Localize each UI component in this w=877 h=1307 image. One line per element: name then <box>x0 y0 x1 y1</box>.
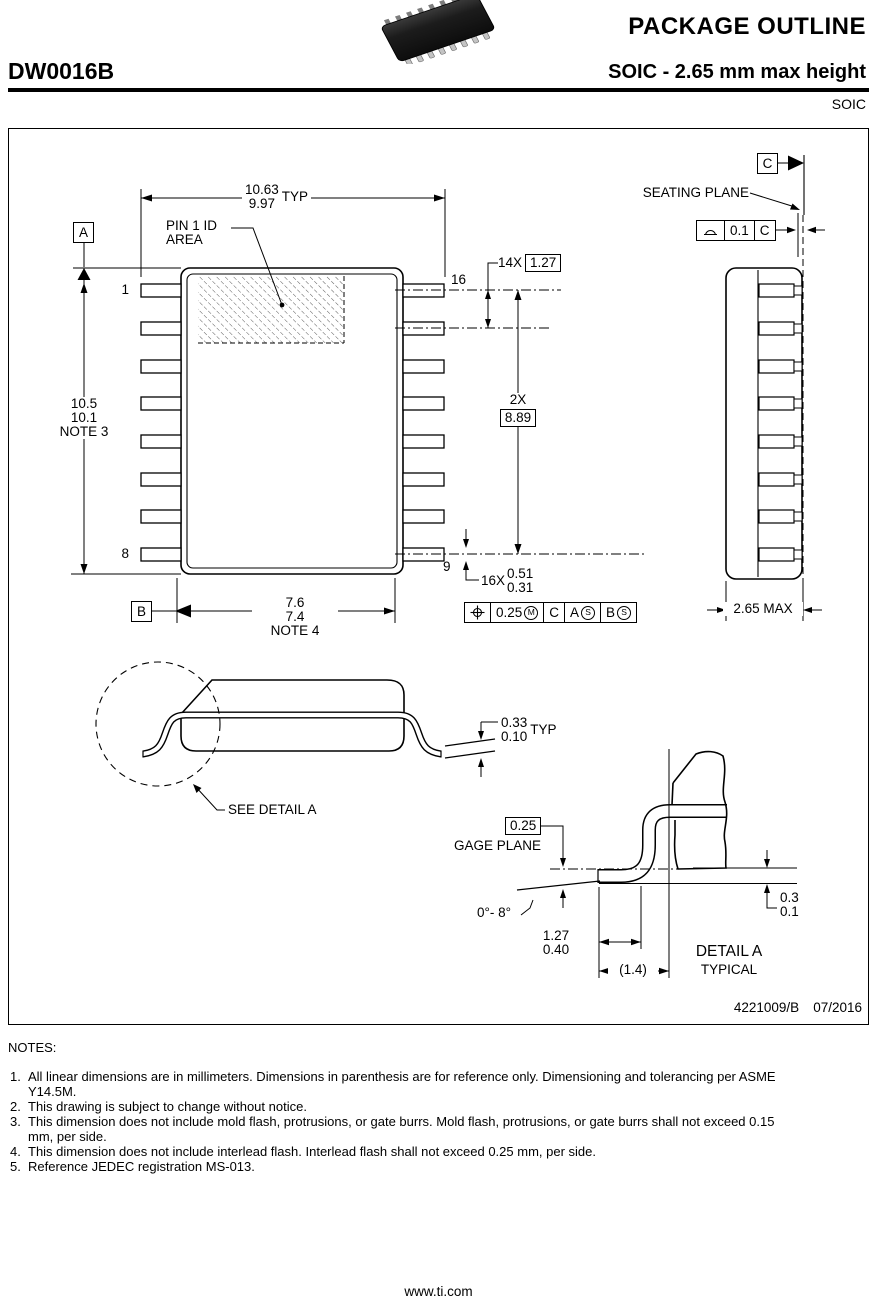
package-subtitle: SOIC - 2.65 mm max height <box>608 61 866 83</box>
dim-lead-span-max: 7.6 <box>285 595 305 610</box>
notes-list <box>10 1069 810 1174</box>
dim-lead-span <box>252 596 338 638</box>
dim-span-qty: 2X <box>509 392 527 407</box>
position-symbol-icon <box>470 605 485 620</box>
pin-number-16: 16 <box>451 272 467 287</box>
dim-length-note: NOTE 3 <box>59 424 109 439</box>
front-view <box>96 662 498 810</box>
pin-number-9: 9 <box>443 559 451 574</box>
dim-length-max: 10.5 <box>70 396 98 411</box>
note-item: 3. This dimension does not include mold flash, protrusions, or gate burrs. Mold flash, protrusions, or gate burrs shall not exceed 0.15 mm, per side. <box>10 1114 775 1144</box>
flatness-datum: C <box>759 223 770 238</box>
dim-foot-length-min: 0.40 <box>542 942 570 957</box>
dim-standoff-min: 0.1 <box>780 904 799 919</box>
dim-foot-min: 0.10 <box>501 729 528 744</box>
dim-reference: (1.4) <box>608 963 658 977</box>
dim-foot-max: 0.33 <box>501 715 528 730</box>
fcf-position <box>464 602 637 623</box>
detail-a-title: DETAIL A <box>695 943 763 960</box>
note-item: 1. All linear dimensions are in millimeters. Dimensions in parenthesis are for reference only. Dimensioning and tolerancing per ASME Y14.5M. <box>10 1069 776 1099</box>
dim-width-suffix: TYP <box>281 189 309 204</box>
dim-thickness-max: 2.65 MAX <box>723 602 803 616</box>
dim-lead-min: 0.31 <box>507 580 534 595</box>
pin-number-8: 8 <box>121 546 129 561</box>
note-item: 4. This dimension does not include interlead flash. Interlead flash shall not exceed 0.25 mm, per side. <box>10 1144 596 1159</box>
fcf-datum-1: C <box>544 603 565 622</box>
pin-number-1: 1 <box>121 282 129 297</box>
dim-foot-length-max: 1.27 <box>542 928 570 943</box>
mmc-modifier: M <box>524 606 538 620</box>
dim-foot-length <box>535 929 577 957</box>
dim-standoff-max: 0.3 <box>780 890 799 905</box>
dim-lead-width <box>481 567 533 595</box>
fcf-tolerance: 0.25 <box>496 605 523 620</box>
dim-body-width-typ <box>242 183 311 211</box>
datum-a-box: A <box>73 222 94 243</box>
note-item: 2. This drawing is subject to change without notice. <box>10 1099 307 1114</box>
see-detail-a-label: SEE DETAIL A <box>228 802 317 817</box>
datum-c-box: C <box>757 153 778 174</box>
dim-span-value: 8.89 <box>500 409 536 427</box>
dim-width-max: 10.63 <box>245 182 279 197</box>
dim-lead-span-min: 7.4 <box>285 609 305 624</box>
ti-website-link[interactable]: www.ti.com <box>404 1284 473 1299</box>
doc-number: 4221009/B <box>733 1000 800 1015</box>
dim-foot-suffix: TYP <box>530 722 557 737</box>
rfs-modifier-a: S <box>581 606 595 620</box>
header-rule <box>8 88 869 92</box>
flatness-symbol-icon <box>702 225 719 236</box>
gage-plane-value: 0.25 <box>505 817 541 835</box>
note-item: 5. Reference JEDEC registration MS-013. <box>10 1159 255 1174</box>
dim-pitch-value: 1.27 <box>525 254 561 272</box>
flatness-tolerance: 0.1 <box>725 221 755 240</box>
dim-pin-span <box>491 393 545 427</box>
dim-length-min: 10.1 <box>70 410 98 425</box>
datum-b-box: B <box>131 601 152 622</box>
dim-lead-span-note: NOTE 4 <box>270 623 320 638</box>
dim-body-length <box>47 397 121 439</box>
dim-pitch <box>498 254 561 272</box>
dim-width-min: 9.97 <box>248 196 276 211</box>
rfs-modifier-b: S <box>617 606 631 620</box>
package-family: SOIC <box>831 96 866 112</box>
doc-date: 07/2016 <box>813 1000 862 1015</box>
soic-chip-photo-icon <box>374 0 502 64</box>
pin1-id-label: PIN 1 ID AREA <box>166 218 218 247</box>
dim-pitch-qty: 14X <box>498 255 523 270</box>
gage-plane-label: GAGE PLANE <box>453 838 541 853</box>
dim-standoff <box>780 891 799 919</box>
drawing-frame <box>8 128 869 1025</box>
page-title: PACKAGE OUTLINE <box>628 13 866 40</box>
part-number: DW0016B <box>8 58 115 84</box>
drawing-linework <box>9 129 868 1024</box>
dim-lead-max: 0.51 <box>507 566 534 581</box>
document-number <box>720 1000 862 1015</box>
detail-a-subtitle: TYPICAL <box>700 962 758 977</box>
dim-foot-thickness <box>501 716 557 744</box>
fcf-datum-2: A <box>570 605 580 620</box>
notes-heading: NOTES: <box>8 1040 57 1055</box>
dim-lead-qty: 16X <box>481 573 506 588</box>
lead-angle-label: 0°- 8° <box>477 905 512 920</box>
fcf-flatness <box>696 220 776 241</box>
seating-plane-label: SEATING PLANE <box>642 185 749 200</box>
fcf-datum-3: B <box>606 605 616 620</box>
